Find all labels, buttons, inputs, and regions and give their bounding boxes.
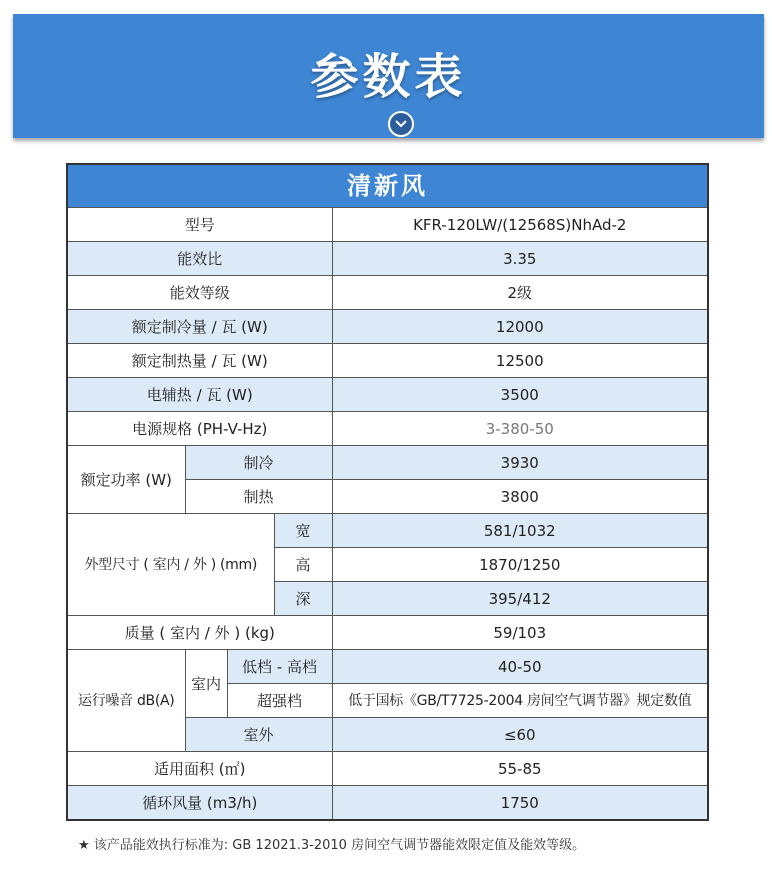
- page-title: 参数表: [310, 49, 467, 105]
- table-row: [67, 752, 708, 786]
- model-label: 型号: [67, 208, 332, 242]
- noise-label: 运行噪音 dB(A): [67, 650, 185, 752]
- table-row: [67, 786, 708, 821]
- table-row: [67, 650, 708, 684]
- cooling-capacity-value: 12000: [332, 310, 708, 344]
- grade-value: 2级: [332, 276, 708, 310]
- table-row: [67, 310, 708, 344]
- table-row: [67, 514, 708, 548]
- noise-super-label: 超强档: [227, 684, 332, 718]
- area-value: 55-85: [332, 752, 708, 786]
- title-banner: [13, 14, 764, 138]
- heating-capacity-value: 12500: [332, 344, 708, 378]
- grade-label: 能效等级: [67, 276, 332, 310]
- table-row: [67, 412, 708, 446]
- rated-power-label: 额定功率 (W): [67, 446, 185, 514]
- heating-capacity-label: 额定制热量 / 瓦 (W): [67, 344, 332, 378]
- rated-power-cool-label: 制冷: [185, 446, 332, 480]
- noise-indoor-label: 室内: [185, 650, 227, 718]
- spec-table: [66, 163, 709, 821]
- height-value: 1870/1250: [332, 548, 708, 582]
- rated-power-cool-value: 3930: [332, 446, 708, 480]
- noise-super-value: 低于国标《GB/T7725-2004 房间空气调节器》规定数值: [332, 684, 708, 718]
- airflow-label: 循环风量 (m3/h): [67, 786, 332, 821]
- table-row: [67, 208, 708, 242]
- noise-outdoor-label: 室外: [185, 718, 332, 752]
- power-spec-label: 电源规格 (PH-V-Hz): [67, 412, 332, 446]
- area-label: 适用面积 (㎡): [67, 752, 332, 786]
- chevron-down-icon: [388, 111, 414, 137]
- cooling-capacity-label: 额定制冷量 / 瓦 (W): [67, 310, 332, 344]
- eer-label: 能效比: [67, 242, 332, 276]
- rated-power-heat-label: 制热: [185, 480, 332, 514]
- depth-label: 深: [274, 582, 332, 616]
- table-row: [67, 616, 708, 650]
- aux-heat-value: 3500: [332, 378, 708, 412]
- noise-outdoor-value: ≤60: [332, 718, 708, 752]
- noise-low-high-label: 低档 - 高档: [227, 650, 332, 684]
- eer-value: 3.35: [332, 242, 708, 276]
- power-spec-value: 3-380-50: [332, 412, 708, 446]
- table-row: [67, 446, 708, 480]
- table-row: [67, 378, 708, 412]
- dimensions-label: 外型尺寸 ( 室内 / 外 ) (mm): [67, 514, 274, 616]
- height-label: 高: [274, 548, 332, 582]
- model-value: KFR-120LW/(12568S)NhAd-2: [332, 208, 708, 242]
- rated-power-heat-value: 3800: [332, 480, 708, 514]
- mass-label: 质量 ( 室内 / 外 ) (kg): [67, 616, 332, 650]
- table-row: [67, 344, 708, 378]
- depth-value: 395/412: [332, 582, 708, 616]
- aux-heat-label: 电辅热 / 瓦 (W): [67, 378, 332, 412]
- noise-low-high-value: 40-50: [332, 650, 708, 684]
- table-row: [67, 242, 708, 276]
- table-row: [67, 276, 708, 310]
- mass-value: 59/103: [332, 616, 708, 650]
- width-value: 581/1032: [332, 514, 708, 548]
- width-label: 宽: [274, 514, 332, 548]
- table-title: 清新风: [67, 164, 708, 208]
- airflow-value: 1750: [332, 786, 708, 821]
- footnote: ★ 该产品能效执行标准为: GB 12021.3-2010 房间空气调节器能效限定值及能效等级。: [78, 838, 586, 853]
